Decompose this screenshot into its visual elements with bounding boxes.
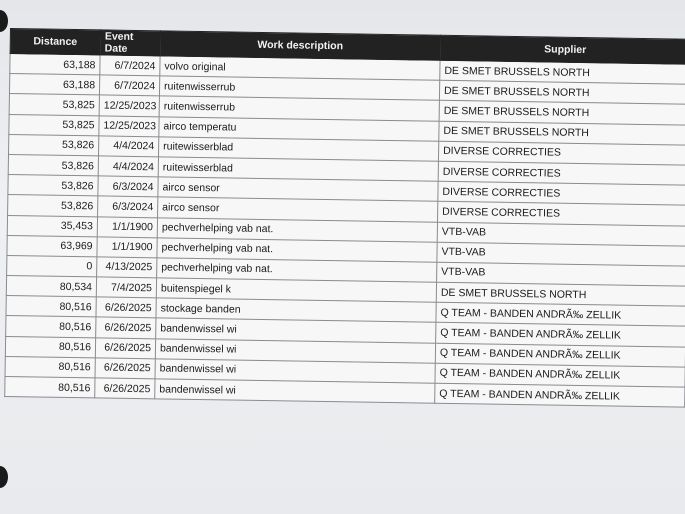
cell-distance: 53,826 (8, 175, 98, 197)
cell-work-description: bandenwissel wi (155, 338, 435, 363)
cell-event-date: 6/3/2024 (98, 176, 158, 197)
cell-work-description: ruitenwisserrub (159, 76, 439, 101)
cell-event-date: 6/26/2025 (95, 378, 155, 399)
cell-event-date: 6/26/2025 (95, 358, 155, 379)
cell-supplier: Q TEAM - BANDEN ANDRÃ‰ ZELLIK (436, 302, 685, 326)
cell-distance: 53,826 (8, 195, 98, 217)
header-supplier: Supplier (440, 35, 685, 64)
cell-work-description: stockage banden (156, 298, 436, 323)
cell-distance: 80,516 (5, 336, 95, 358)
cell-supplier: DE SMET BRUSSELS NORTH (439, 101, 685, 125)
cell-work-description: ruitenwisserrub (159, 96, 439, 121)
cell-event-date: 6/26/2025 (96, 317, 156, 338)
cell-event-date: 1/1/1900 (97, 216, 157, 237)
cell-work-description: volvo original (160, 56, 440, 81)
maintenance-table-wrapper (4, 28, 685, 408)
cell-distance: 53,825 (9, 94, 99, 116)
cell-distance: 53,826 (9, 134, 99, 156)
header-distance: Distance (10, 29, 100, 55)
cell-distance: 63,188 (10, 54, 100, 76)
cell-supplier: Q TEAM - BANDEN ANDRÃ‰ ZELLIK (435, 343, 685, 367)
cell-event-date: 7/4/2025 (96, 277, 156, 298)
punch-hole-bottom (0, 466, 8, 488)
cell-supplier: DE SMET BRUSSELS NORTH (439, 121, 685, 145)
cell-supplier: DE SMET BRUSSELS NORTH (439, 80, 685, 104)
cell-supplier: Q TEAM - BANDEN ANDRÃ‰ ZELLIK (435, 363, 685, 387)
cell-supplier: DIVERSE CORRECTIES (438, 141, 685, 165)
cell-supplier: VTB-VAB (437, 242, 685, 266)
cell-work-description: bandenwissel wi (156, 318, 436, 343)
cell-supplier: DE SMET BRUSSELS NORTH (440, 60, 685, 84)
cell-event-date: 6/7/2024 (99, 75, 159, 96)
maintenance-table (4, 28, 685, 408)
cell-event-date: 6/3/2024 (98, 196, 158, 217)
cell-event-date: 1/1/1900 (97, 237, 157, 258)
cell-event-date: 6/26/2025 (96, 297, 156, 318)
cell-distance: 53,826 (8, 154, 98, 176)
cell-distance: 80,516 (5, 356, 95, 378)
cell-distance: 63,188 (9, 74, 99, 96)
cell-event-date: 4/4/2024 (99, 136, 159, 157)
cell-supplier: DIVERSE CORRECTIES (438, 161, 685, 185)
header-event-date: Event Date (100, 30, 160, 56)
cell-supplier: DIVERSE CORRECTIES (438, 181, 685, 205)
cell-work-description: bandenwissel wi (155, 359, 435, 384)
punch-hole-top (0, 10, 8, 32)
cell-work-description: bandenwissel wi (155, 379, 435, 404)
cell-distance: 80,534 (6, 276, 96, 298)
cell-supplier: VTB-VAB (437, 222, 685, 246)
cell-distance: 0 (7, 255, 97, 277)
cell-event-date: 12/25/2023 (99, 95, 159, 116)
cell-work-description: pechverhelping vab nat. (157, 217, 437, 242)
cell-supplier: Q TEAM - BANDEN ANDRÃ‰ ZELLIK (436, 323, 685, 347)
cell-distance: 80,516 (5, 376, 95, 398)
cell-distance: 80,516 (6, 296, 96, 318)
cell-distance: 80,516 (6, 316, 96, 338)
cell-work-description: airco sensor (158, 197, 438, 222)
cell-work-description: ruitewisserblad (158, 157, 438, 182)
cell-distance: 53,825 (9, 114, 99, 136)
cell-work-description: airco sensor (158, 177, 438, 202)
cell-supplier: Q TEAM - BANDEN ANDRÃ‰ ZELLIK (435, 383, 685, 407)
cell-work-description: pechverhelping vab nat. (157, 238, 437, 263)
cell-supplier: DIVERSE CORRECTIES (438, 202, 685, 226)
cell-event-date: 6/7/2024 (100, 55, 160, 76)
cell-supplier: DE SMET BRUSSELS NORTH (436, 282, 685, 306)
cell-event-date: 4/13/2025 (97, 257, 157, 278)
table-body (5, 54, 685, 408)
cell-work-description: pechverhelping vab nat. (157, 258, 437, 283)
cell-supplier: VTB-VAB (437, 262, 685, 286)
cell-distance: 35,453 (7, 215, 97, 237)
cell-work-description: buitenspiegel k (156, 278, 436, 303)
cell-work-description: airco temperatu (159, 116, 439, 141)
cell-distance: 63,969 (7, 235, 97, 257)
cell-event-date: 4/4/2024 (98, 156, 158, 177)
cell-event-date: 12/25/2023 (99, 115, 159, 136)
cell-event-date: 6/26/2025 (95, 338, 155, 359)
cell-work-description: ruitewisserblad (158, 137, 438, 162)
header-work-description: Work description (160, 31, 440, 60)
